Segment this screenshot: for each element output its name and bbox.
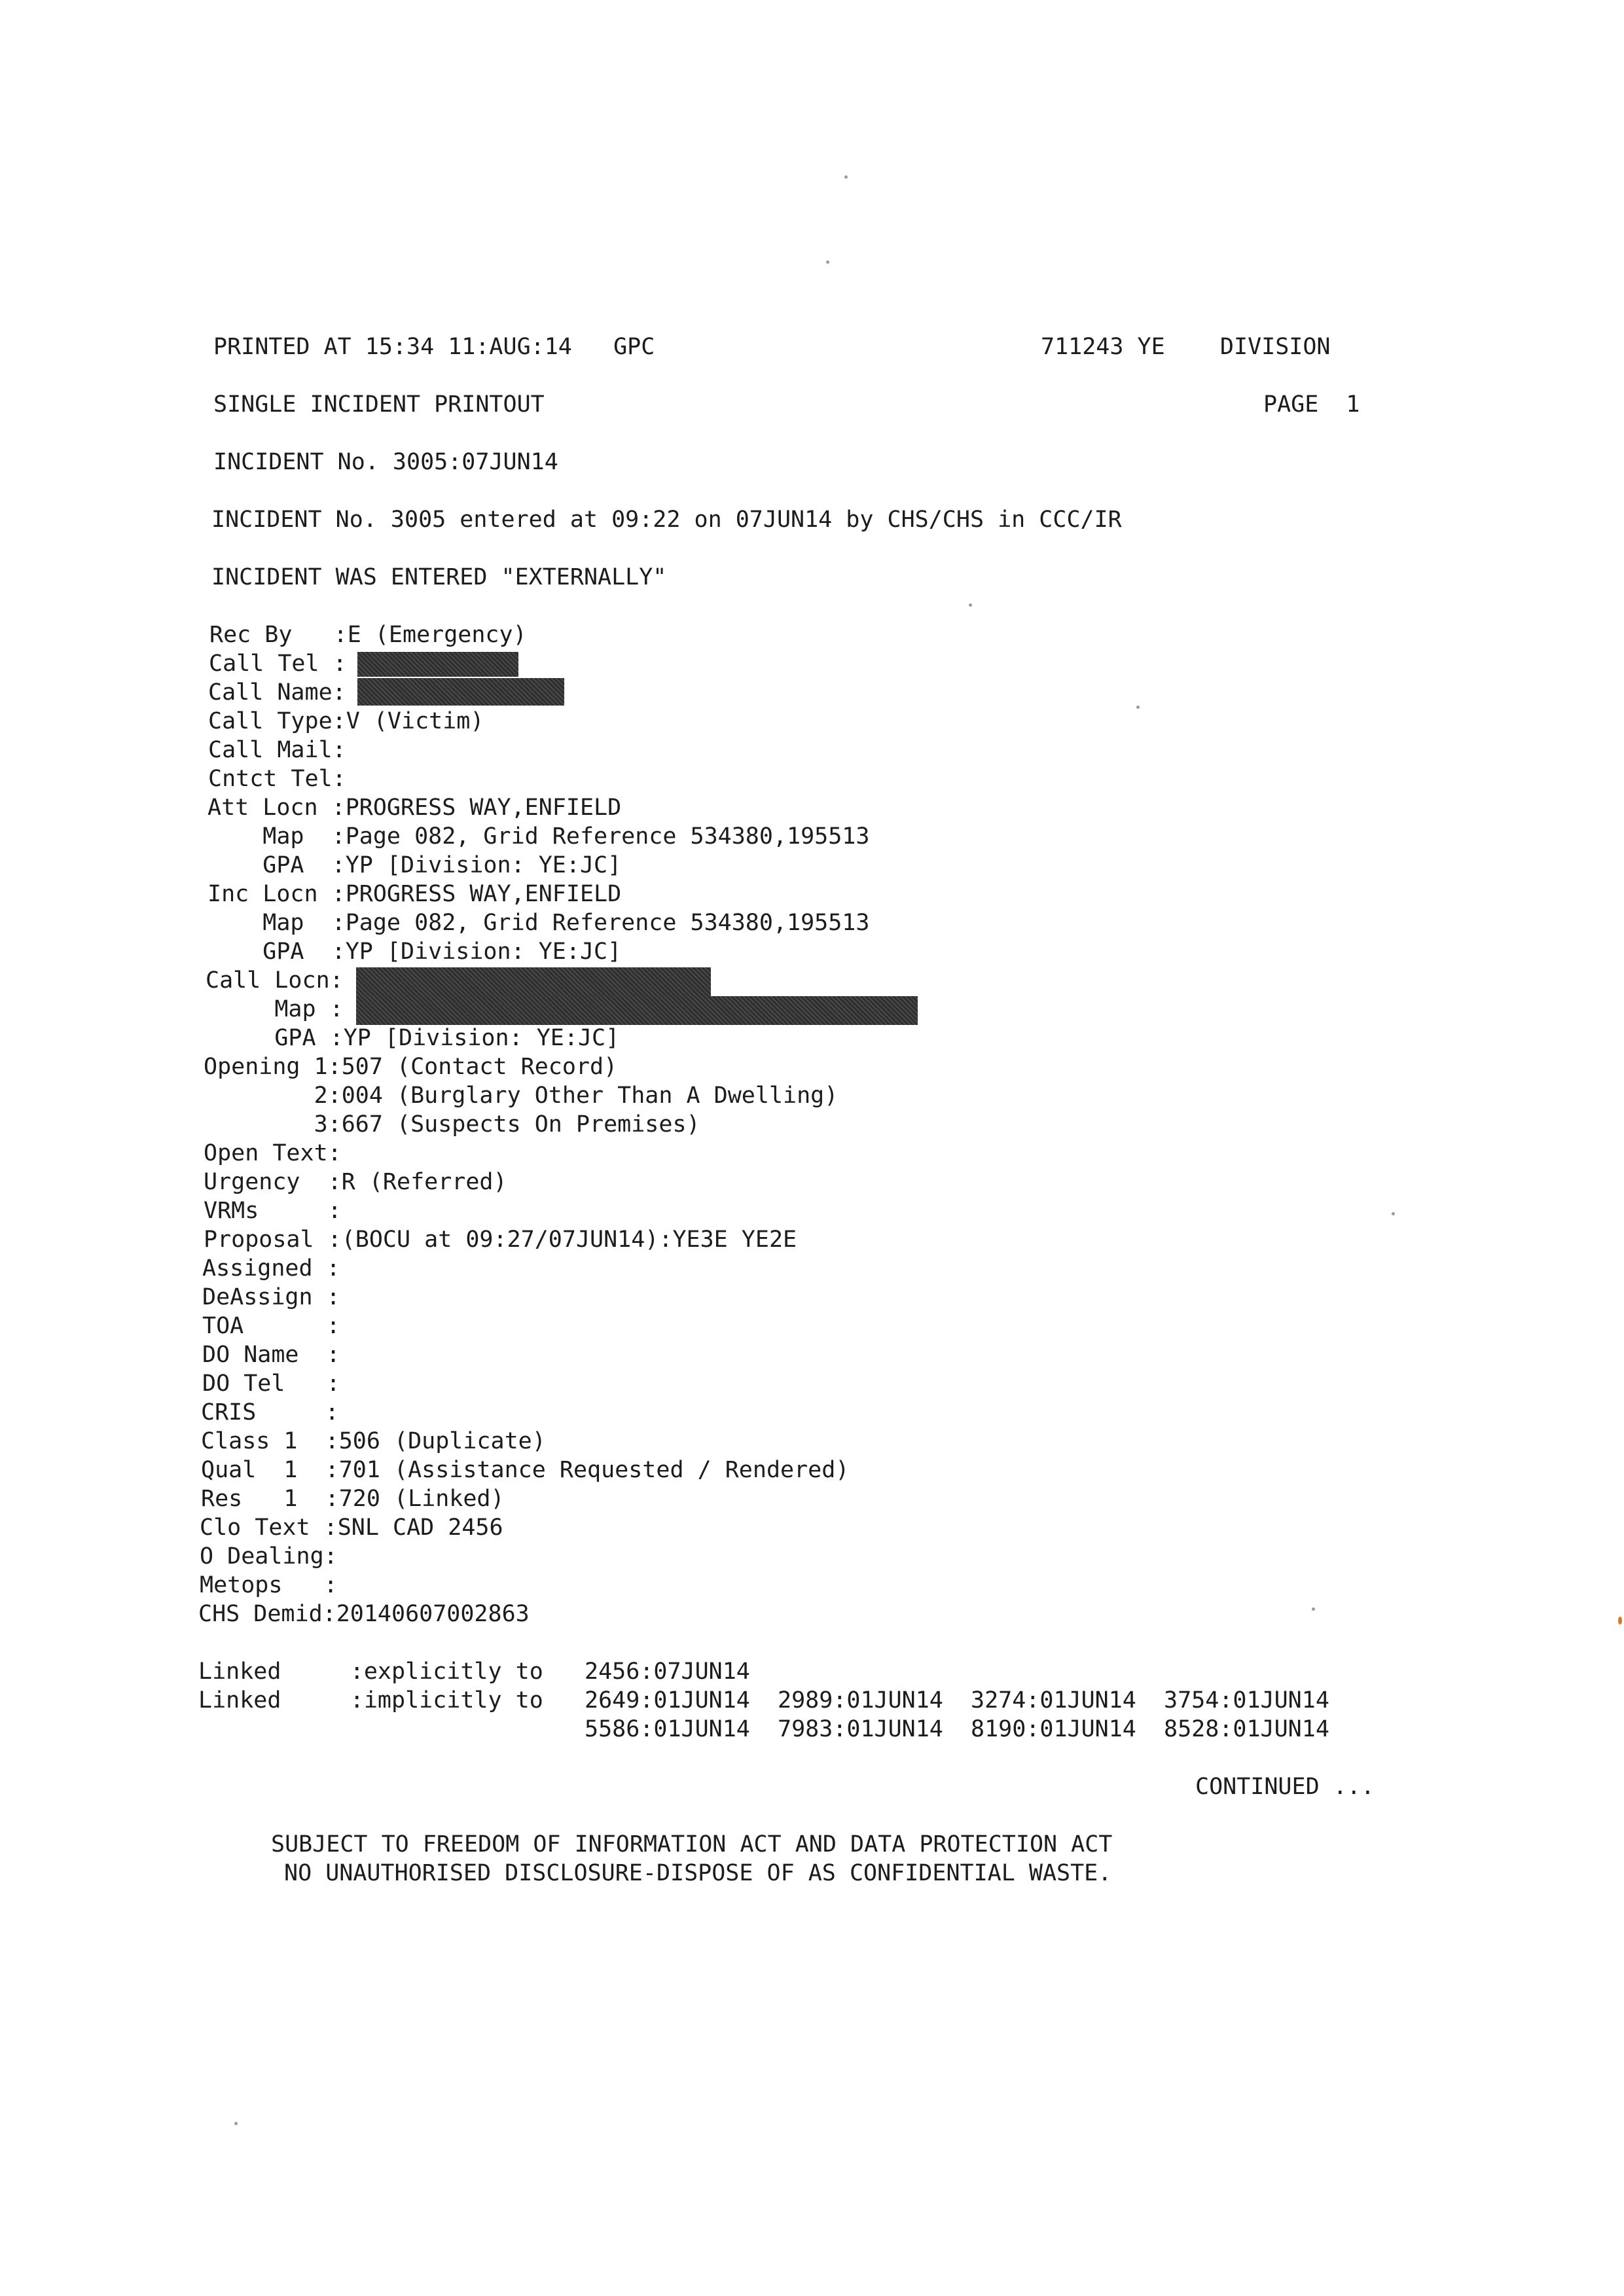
field-metops: Metops : [200,1572,338,1598]
field-opening-2: 2:004 (Burglary Other Than A Dwelling) [204,1083,839,1109]
field-vrms: VRMs : [204,1198,342,1224]
redaction-box [357,678,564,706]
scan-speck [1618,1617,1622,1624]
scan-speck [969,603,972,607]
field-call-map: Map : [206,996,344,1022]
field-inc-map: Map :Page 082, Grid Reference 534380,195513 [208,910,870,936]
field-call-name: Call Name: [208,679,346,706]
division-line: 711243 YE DIVISION [1041,334,1331,360]
incident-number: INCIDENT No. 3005:07JUN14 [213,449,558,475]
scan-speck [1136,706,1140,709]
field-open-text: Open Text: [204,1140,342,1166]
field-call-locn: Call Locn: [206,967,344,994]
field-contact-tel: Cntct Tel: [208,766,346,792]
field-qual-1: Qual 1 :701 (Assistance Requested / Rendered) [201,1457,850,1483]
field-opening-3: 3:667 (Suspects On Premises) [204,1111,700,1138]
redaction-box [356,996,918,1025]
field-res-1: Res 1 :720 (Linked) [201,1486,505,1512]
field-urgency: Urgency :R (Referred) [204,1169,507,1195]
field-att-gpa: GPA :YP [Division: YE:JC] [208,852,622,878]
continued-label: CONTINUED ... [1195,1774,1375,1800]
field-call-mail: Call Mail: [208,737,346,763]
field-deassign: DeAssign : [202,1284,340,1310]
field-att-locn: Att Locn :PROGRESS WAY,ENFIELD [208,795,622,821]
field-clo-text: Clo Text :SNL CAD 2456 [200,1515,503,1541]
incident-externally-line: INCIDENT WAS ENTERED "EXTERNALLY" [211,564,667,590]
field-proposal: Proposal :(BOCU at 09:27/07JUN14):YE3E YE2E [204,1227,797,1253]
redaction-box [356,967,711,997]
document-title: SINGLE INCIDENT PRINTOUT [213,391,545,418]
field-chs-demid: CHS Demid:20140607002863 [198,1601,530,1627]
field-inc-locn: Inc Locn :PROGRESS WAY,ENFIELD [208,881,622,907]
field-att-map: Map :Page 082, Grid Reference 534380,195513 [208,823,870,850]
scan-speck [234,2122,238,2125]
field-rec-by: Rec By :E (Emergency) [209,622,527,648]
page-number: PAGE 1 [1263,391,1360,418]
field-cris: CRIS : [201,1399,339,1426]
scan-speck [1312,1607,1315,1611]
field-toa: TOA : [202,1313,340,1339]
printed-at-line: PRINTED AT 15:34 11:AUG:14 GPC [213,334,655,360]
incident-entered-line: INCIDENT No. 3005 entered at 09:22 on 07JUN14 by CHS/CHS in CCC/IR [211,507,1122,533]
field-call-gpa: GPA :YP [Division: YE:JC] [206,1025,620,1051]
field-inc-gpa: GPA :YP [Division: YE:JC] [208,939,622,965]
linked-implicit: Linked :implicitly to 2649:01JUN14 2989:01JUN14 3274:01JUN14 3754:01JUN14 [198,1687,1329,1713]
field-do-tel: DO Tel : [202,1371,340,1397]
confidentiality-notice-line-1: SUBJECT TO FREEDOM OF INFORMATION ACT AND DATA PROTECTION ACT [271,1831,1113,1857]
confidentiality-notice-line-2: NO UNAUTHORISED DISCLOSURE-DISPOSE OF AS CONFIDENTIAL WASTE. [284,1860,1112,1886]
scan-speck [826,260,829,264]
field-class-1: Class 1 :506 (Duplicate) [201,1428,546,1454]
field-assigned: Assigned : [202,1255,340,1282]
linked-explicit: Linked :explicitly to 2456:07JUN14 [198,1659,750,1685]
scan-speck [844,175,848,179]
field-opening-1: Opening 1:507 (Contact Record) [204,1054,618,1080]
field-call-tel: Call Tel : [209,651,347,677]
redaction-box [357,652,518,677]
field-call-type: Call Type:V (Victim) [208,708,484,734]
linked-implicit-continued: 5586:01JUN14 7983:01JUN14 8190:01JUN14 8528:01JUN14 [198,1716,1329,1742]
field-do-name: DO Name : [202,1342,340,1368]
scan-speck [1392,1212,1395,1215]
field-o-dealing: O Dealing: [200,1543,338,1570]
